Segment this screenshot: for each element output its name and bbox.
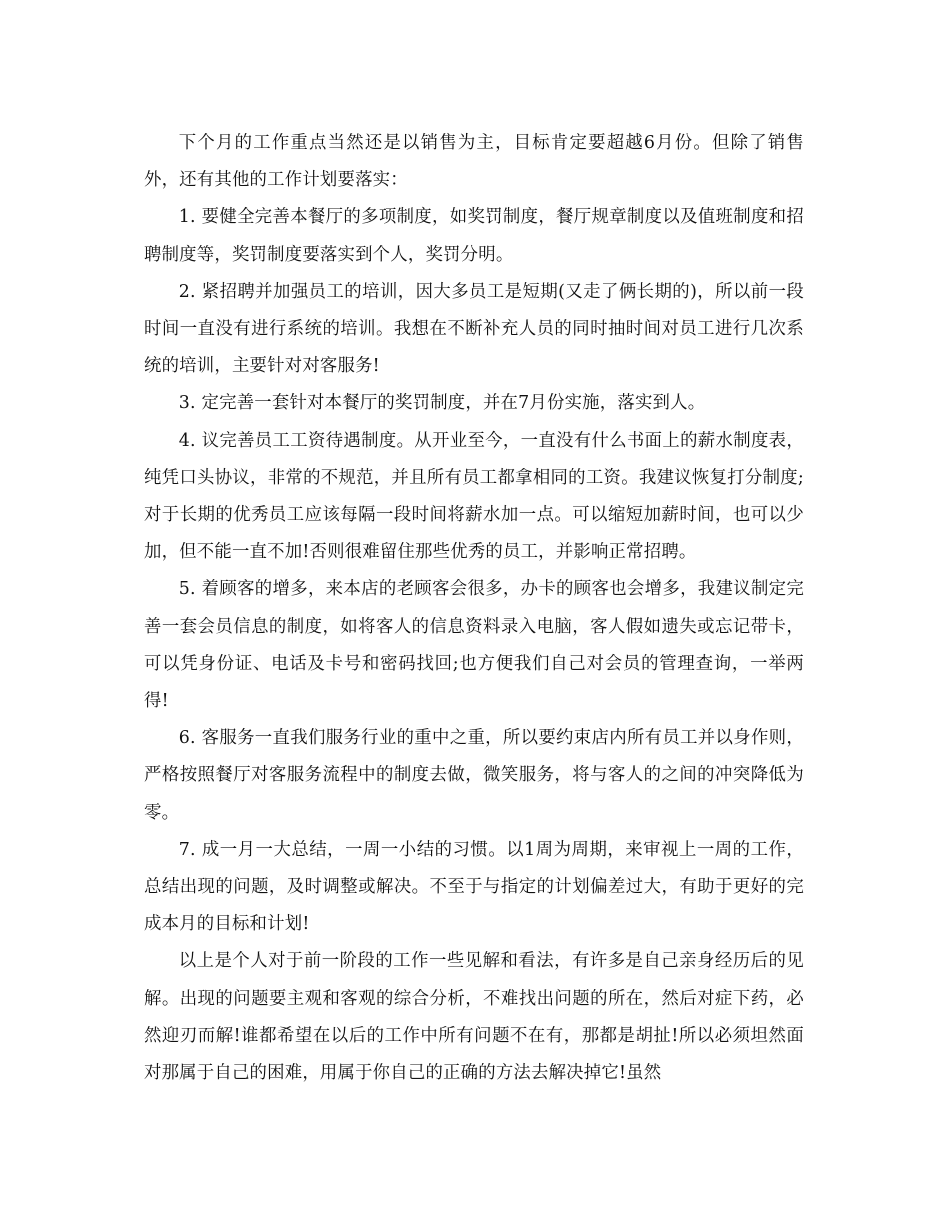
document-body xyxy=(144,125,804,1092)
paragraph-item-6: 6. 客服务一直我们服务行业的重中之重，所以要约束店内所有员工并以身作则，严格按照餐厅对客服务流程中的制度去做，微笑服务，将与客人的之间的冲突降低为零。 xyxy=(144,728,804,823)
paragraph-item-3: 3. 定完善一套针对本餐厅的奖罚制度，并在7月份实施，落实到人。 xyxy=(178,393,706,414)
paragraph-item-7: 7. 成一月一大总结，一周一小结的习惯。以1周为周期，来审视上一周的工作，总结出现的问题，及时调整或解决。不至于与指定的计划偏差过大，有助于更好的完成本月的目标和计划! xyxy=(144,839,804,935)
paragraph-item-2: 2. 紧招聘并加强员工的培训，因大多员工是短期(又走了俩长期的)，所以前一段时间一直没有进行系统的培训。我想在不断补充人员的同时抽时间对员工进行几次系统的培训，主要针对对客服务! xyxy=(144,281,804,377)
paragraph-item-4: 4. 议完善员工工资待遇制度。从开业至今，一直没有什么书面上的薪水制度表，纯凭口头协议，非常的不规范，并且所有员工都拿相同的工资。我建议恢复打分制度; 对于长期的优秀员工应该每隔一段时间将薪水加一点。可以缩短加薪时间，也可以少加，但不能一直不加!否则很难留住那些优秀的员工，并影响正常招聘。 xyxy=(144,430,804,563)
paragraph-intro: 下个月的工作重点当然还是以销售为主，目标肯定要超越6月份。但除了销售外，还有其他的工作计划要落实： xyxy=(144,133,804,191)
paragraph-item-1: 1. 要健全完善本餐厅的多项制度，如奖罚制度，餐厅规章制度以及值班制度和招聘制度等，奖罚制度要落实到个人，奖罚分明。 xyxy=(144,207,804,265)
paragraph-item-5: 5. 着顾客的增多，来本店的老顾客会很多，办卡的顾客也会增多，我建议制定完善一套会员信息的制度，如将客人的信息资料录入电脑，客人假如遗失或忘记带卡，可以凭身份证、电话及卡号和密码找回;也方便我们自己对会员的管理查询，一举两得! xyxy=(144,579,804,712)
paragraph-conclusion: 以上是个人对于前一阶段的工作一些见解和看法，有许多是自己亲身经历后的见解。出现的问题要主观和客观的综合分析，不难找出问题的所在，然后对症下药，必然迎刃而解!谁都希望在以后的工作中所有问题不在有，那都是胡扯!所以必须坦然面对那属于自己的困难，用属于你自己的正确的方法去解决掉它!虽然 xyxy=(144,951,804,1084)
